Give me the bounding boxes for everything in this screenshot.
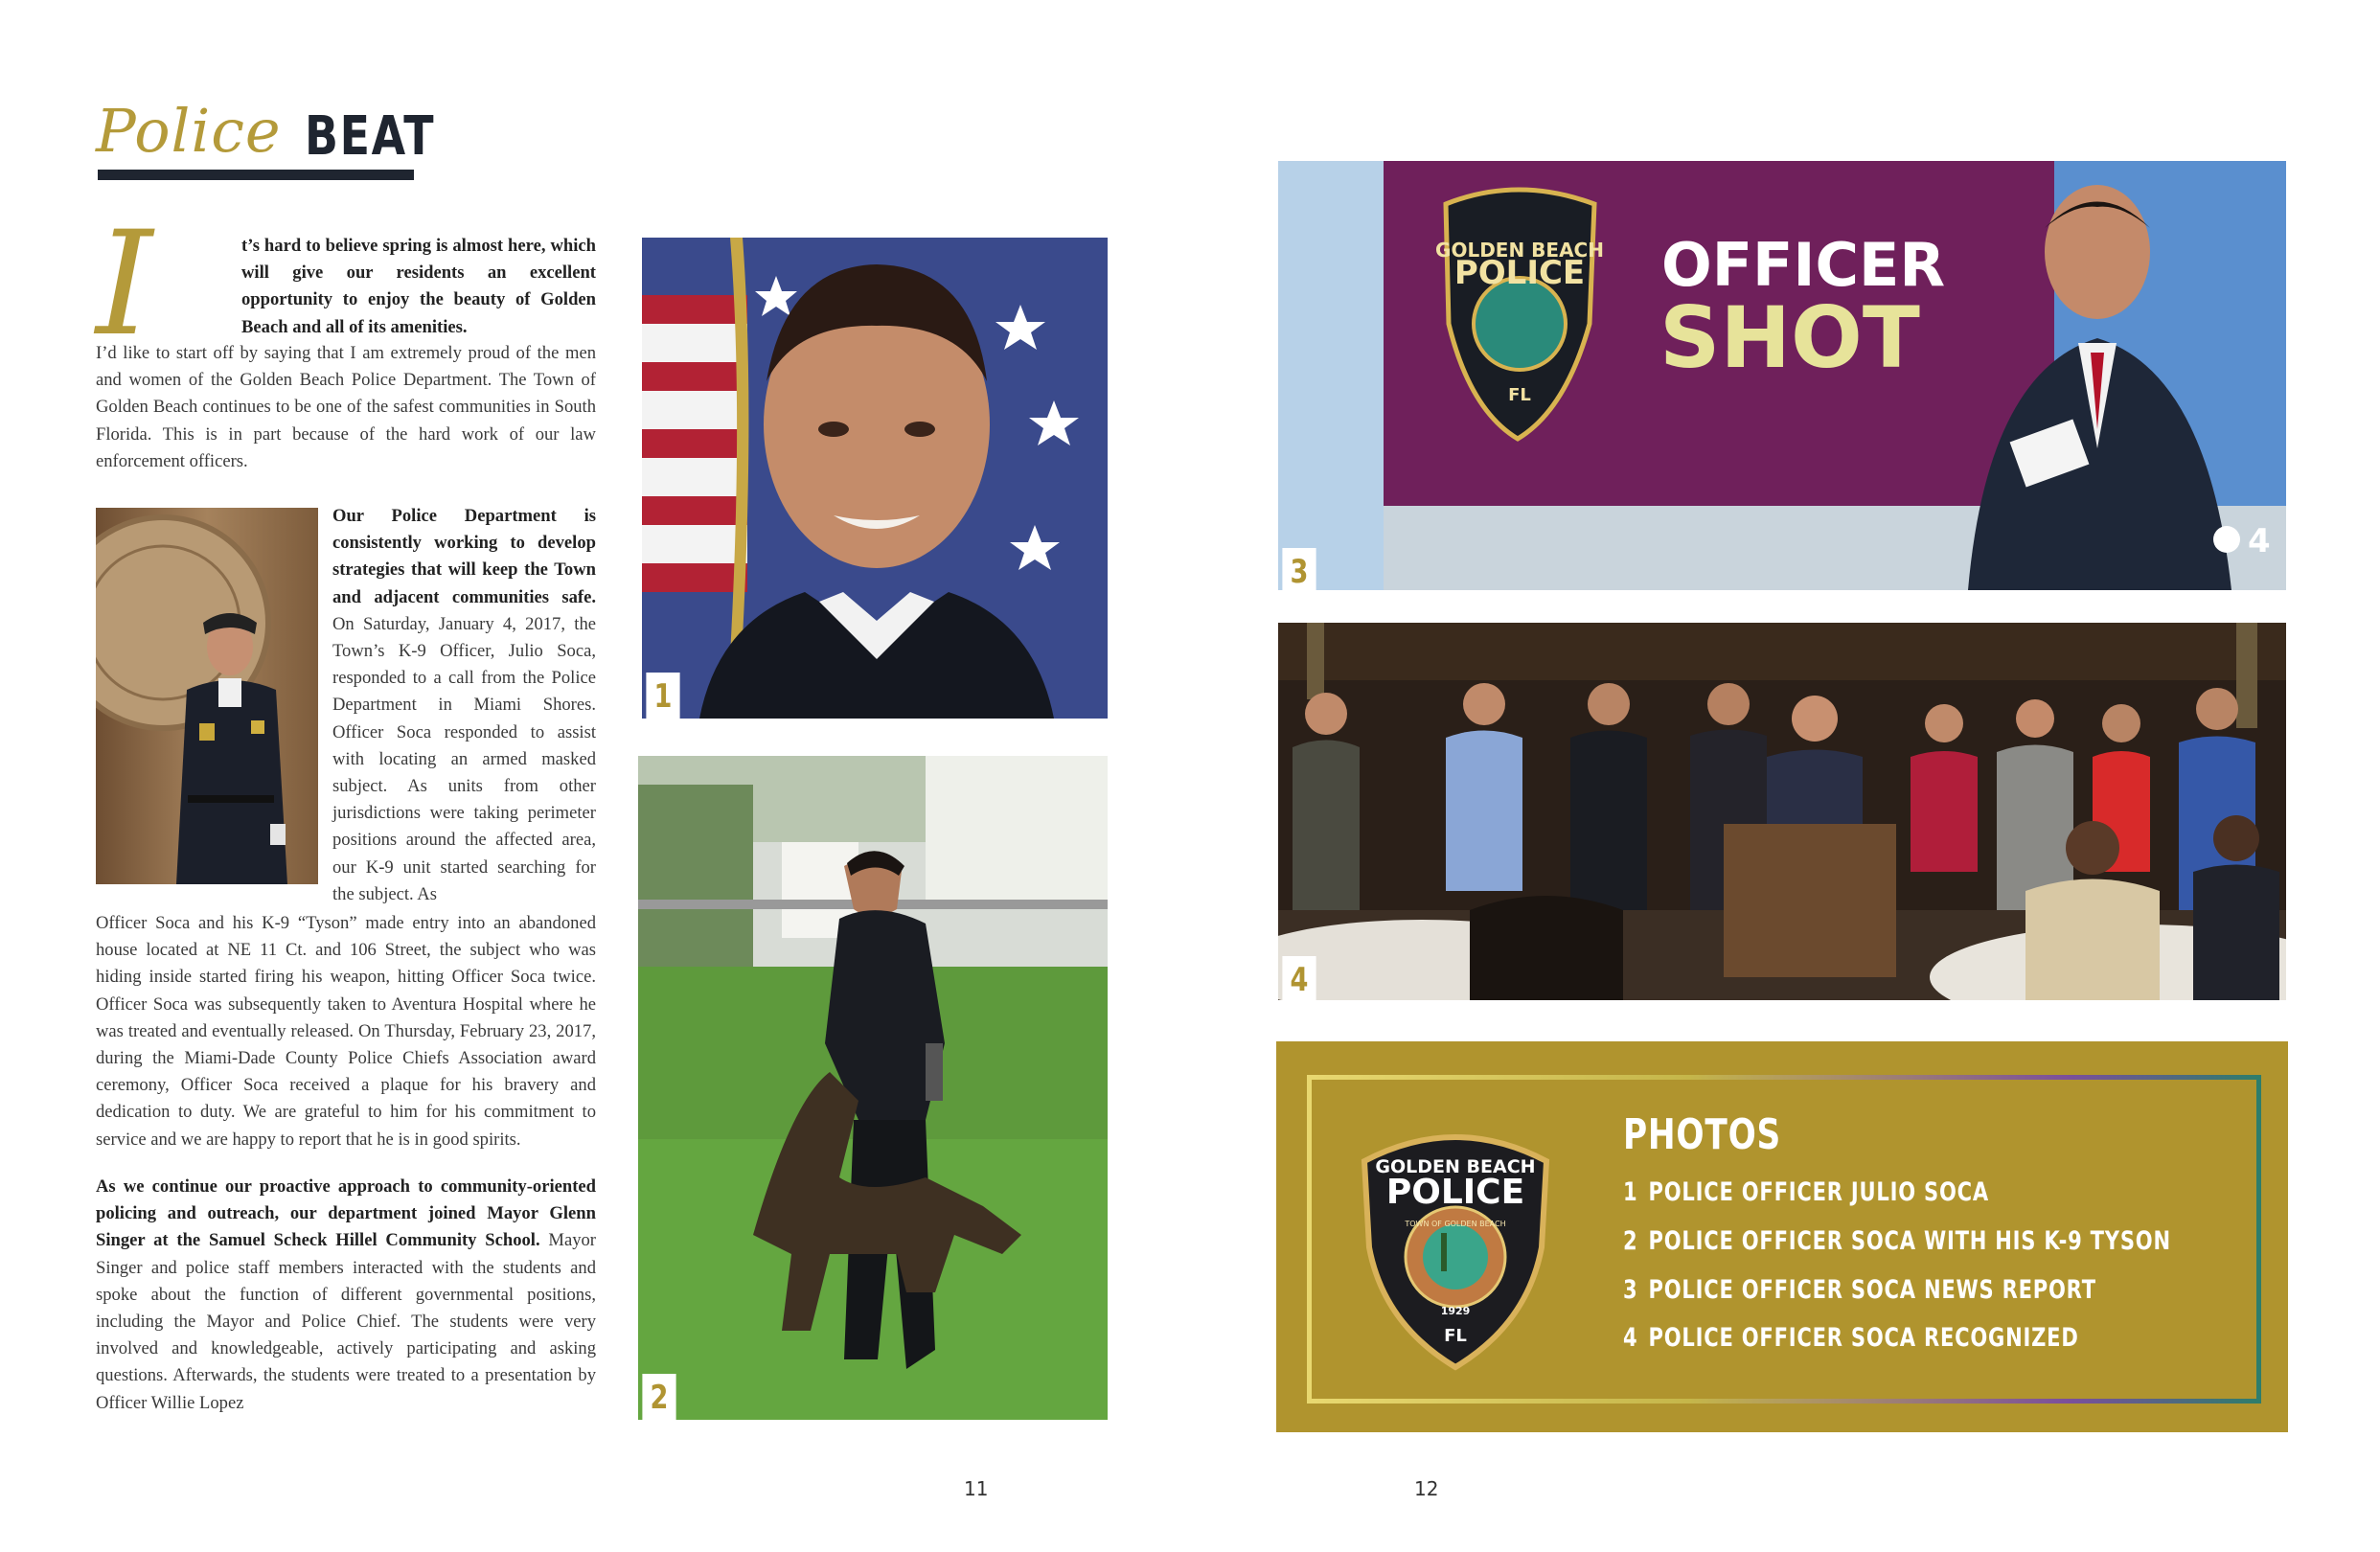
title-underline [98,170,414,180]
outreach-text: Mayor Singer and police staff members interacted with the students and spoke about the function of different governmental positions, including the Mayor and Police Chief. The students were very involved and knowledgeable, actively participating and asking questions. Afterwards, the students were treated to a presentation by Officer Willie Lopez [96,1230,596,1413]
department-paragraph-cont: Officer Soca and his K-9 “Tyson” made entry into an abandoned house located at NE 11 Ct. and 106 Street, the subject who was hiding inside started firing his weapon, hitting Officer Soca twice. Officer Soca was subsequently taken to Aventura Hospital where he was treated and eventually released. On Thursday, February 23, 2017, during the Miami-Dade County Police Chiefs Association award ceremony, Officer Soca received a plaque for his bravery and dedication to duty. We are grateful to him for his commitment to service and we are happy to report that he is in good spirits. [96,913,596,1150]
caption-number: 3 [1623,1275,1638,1305]
department-paragraph [332,503,596,908]
police-chief-photo [96,508,318,884]
caption-4 [1623,1323,2079,1353]
caption-text: POLICE OFFICER SOCA RECOGNIZED [1648,1323,2079,1353]
badge-top-text: GOLDEN BEACH [1375,1156,1536,1177]
caption-3 [1623,1275,2096,1305]
photo-recognition [1278,623,2286,1000]
caption-number: 4 [1623,1323,1638,1353]
photo-captions-box [1276,1041,2288,1432]
outreach-paragraph [96,1174,596,1417]
section-title [96,96,436,192]
outreach-bold: As we continue our proactive approach to community-oriented policing and outreach, our department joined Mayor Glenn Singer at the Samuel Scheck Hillel Community School. [96,1176,596,1251]
badge-ring-text: TOWN OF GOLDEN BEACH [1405,1220,1506,1228]
department-text: On Saturday, January 4, 2017, the Town’s K-9 Officer, Julio Soca, responded to a call from the Police Department in Miami Shores. Officer Soca responded to assist with locating an armed masked subject. As units from other jurisdictions were taking perimeter positions around the affected area, our K-9 unit started searching for the subject. As [332,613,596,904]
badge-year: 1929 [1440,1305,1471,1317]
tv-headline-shot: SHOT [1659,288,1920,387]
photo-number-4: 4 [1282,956,1316,1000]
tv-badge-main: POLICE [1453,254,1586,292]
title-script-word: Police [96,96,282,166]
photo-officer-portrait [642,238,1108,719]
photo-officer-k9 [638,756,1108,1420]
tv-badge-top: GOLDEN BEACH [1435,239,1604,262]
page-number-left: 11 [964,1477,989,1500]
tv-channel-number: 4 [2248,522,2271,560]
photo-news-report [1278,161,2286,590]
tv-headline-officer: OFFICER [1661,230,1946,300]
photo-number-3: 3 [1282,548,1316,590]
photos-heading: PHOTOS [1623,1110,1782,1159]
intro-bold: t’s hard to believe spring is almost here, which will give our residents an excellent opportunity to enjoy the beauty of Golden Beach and all of its amenities. [241,236,596,337]
photo-number-1: 1 [646,673,679,719]
caption-1 [1623,1177,1989,1207]
department-bold: Our Police Department is consistently working to develop strategies that will keep the Town and adjacent communities safe. [332,506,596,607]
tv-badge-fl: FL [1508,385,1531,405]
title-bold-word: BEAT [305,105,436,168]
badge-state: FL [1444,1326,1467,1346]
caption-text: POLICE OFFICER JULIO SOCA [1648,1177,1989,1207]
caption-text: POLICE OFFICER SOCA WITH HIS K-9 TYSON [1648,1226,2171,1256]
caption-number: 2 [1623,1226,1638,1256]
police-badge-icon [1355,1123,1556,1372]
intro-text: I’d like to start off by saying that I am extremely proud of the men and women of the Golden Beach Police Department. The Town of Golden Beach continues to be one of the safest communities in South Florida. This is in part because of the hard work of our law enforcement officers. [96,343,596,471]
caption-number: 1 [1623,1177,1638,1207]
page-number-right: 12 [1414,1477,1439,1500]
drop-cap: I [96,201,153,368]
intro-paragraph [241,233,596,341]
caption-text: POLICE OFFICER SOCA NEWS REPORT [1648,1275,2096,1305]
caption-2 [1623,1226,2171,1256]
photo-number-2: 2 [642,1374,675,1420]
badge-main-text: POLICE [1385,1173,1525,1212]
